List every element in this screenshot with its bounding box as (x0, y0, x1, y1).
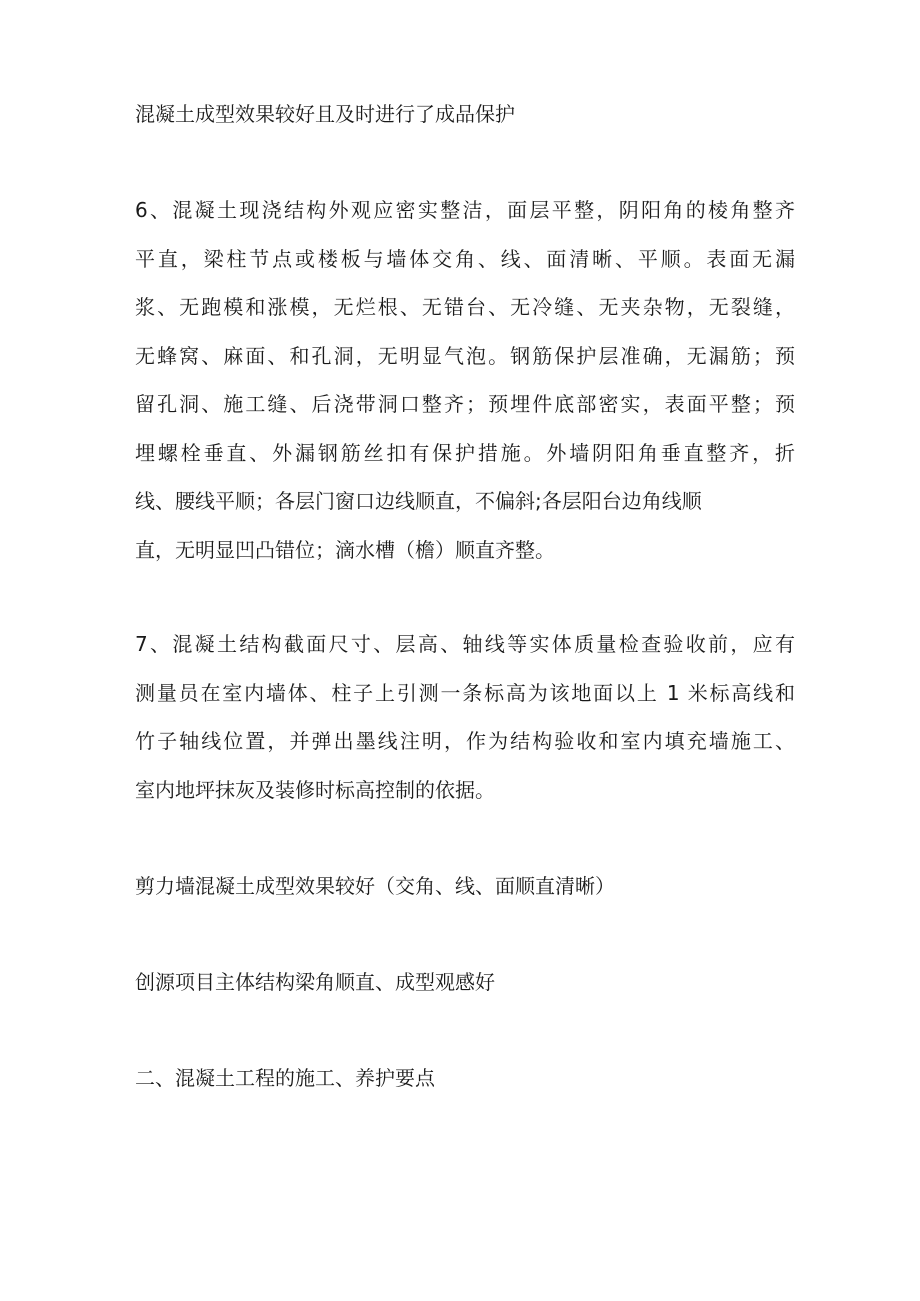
photo-caption-3 (135, 958, 795, 1007)
section-heading (135, 1054, 795, 1103)
caption-text: 剪力墙混凝土成型效果较好（交角、线、面顺直清晰） (135, 874, 615, 898)
paragraph-line: 室内地坪抹灰及装修时标高控制的依据。 (135, 777, 495, 802)
paragraph-line: 留孔洞、施工缝、后浇带洞口整齐；预埋件底部密实，表面平整；预 (135, 392, 795, 416)
photo-caption-2 (135, 862, 795, 911)
paragraph-line: 平直，梁柱节点或楼板与墙体交角、线、面清晰、平顺。表面无漏 (135, 246, 795, 271)
paragraph-line: 埋螺栓垂直、外漏钢筋丝扣有保护措施。外墙阴阳角垂直整齐，折 (135, 440, 795, 465)
paragraph-line: 测量员在室内墙体、柱子上引测一条标高为该地面以上 1 米标高线和 (135, 680, 795, 705)
paragraph-line: 浆、无跑模和涨模，无烂根、无错台、无冷缝、无夹杂物，无裂缝， (135, 295, 795, 319)
paragraph-line: 竹子轴线位置，并弹出墨线注明，作为结构验收和室内填充墙施工、 (135, 729, 795, 753)
paragraph-line: 7、混凝土结构截面尺寸、层高、轴线等实体质量检查验收前，应有 (135, 632, 795, 656)
paragraph-line: 直，无明显凹凸错位；滴水槽（檐）顺直齐整。 (135, 537, 555, 562)
paragraph-line: 线、腰线平顺；各层门窗口边线顺直，不偏斜;各层阳台边角线顺 (135, 489, 702, 513)
caption-text: 创源项目主体结构梁角顺直、成型观感好 (135, 970, 495, 994)
paragraph-line: 无蜂窝、麻面、和孔洞，无明显气泡。钢筋保护层准确，无漏筋；预 (135, 343, 795, 368)
paragraph-line: 6、混凝土现浇结构外观应密实整洁，面层平整，阴阳角的棱角整齐 (135, 198, 795, 222)
paragraph-item-6 (135, 186, 795, 574)
section-heading-text: 二、混凝土工程的施工、养护要点 (135, 1066, 435, 1090)
photo-caption-1 (135, 90, 795, 139)
caption-text: 混凝土成型效果较好且及时进行了成品保护 (135, 102, 515, 126)
paragraph-item-7 (135, 620, 795, 814)
